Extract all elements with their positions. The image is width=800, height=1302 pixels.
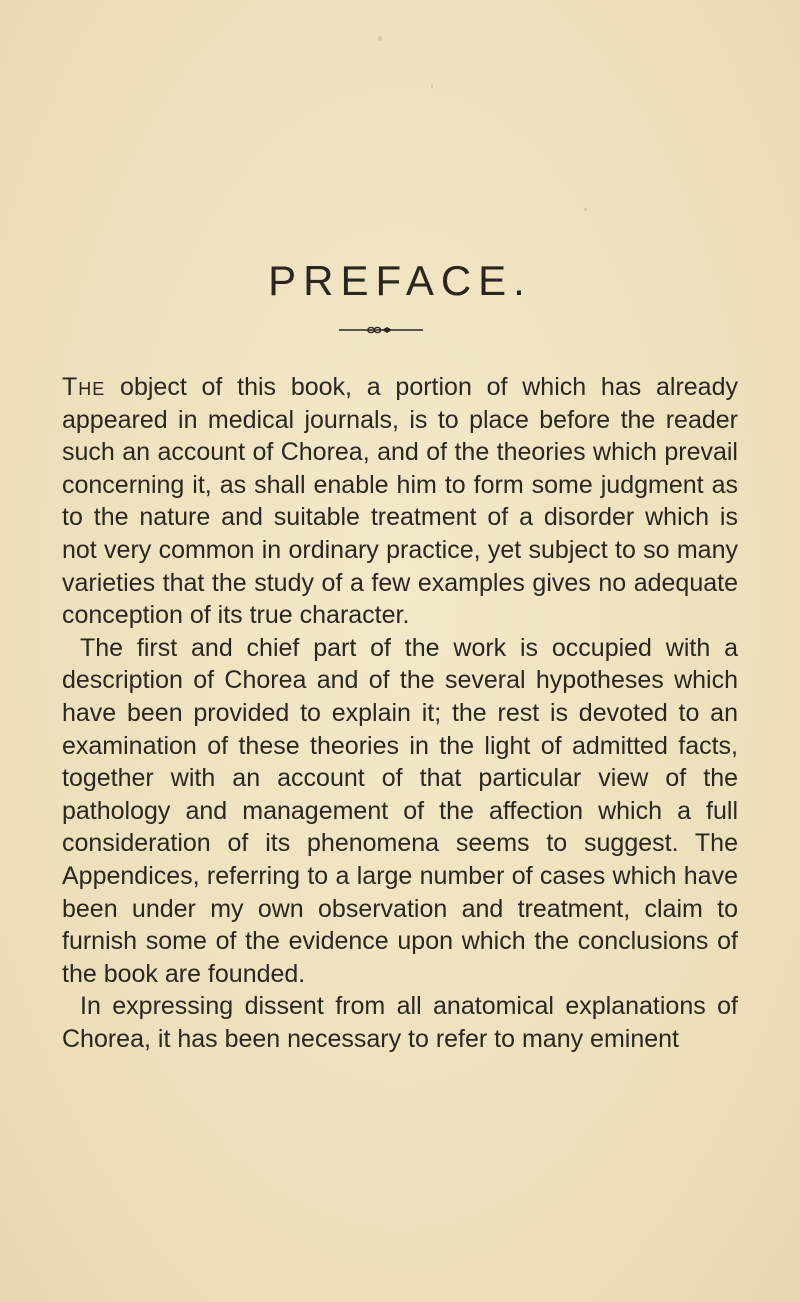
- page-title: PREFACE.: [268, 257, 532, 304]
- paragraph-text: object of this book, a portion of which has already appeared in medical journals, is to place before the reader such an account of Chorea, and of the theories which prevail concerning it, as shall enable him to form some judgment as to the nature and suitable treatment of a disorder which is not very common in ordinary practice, yet subject to so many varieties that the study of a few examples gives no adequate conception of its true character.: [62, 373, 738, 630]
- paragraph-lead-word: The: [62, 373, 106, 401]
- paragraph-1: [62, 371, 738, 632]
- paragraph-2: [62, 632, 738, 991]
- preface-body: [62, 371, 738, 1055]
- paragraph-text: In expressing dissent from all anatomical explanations of Chorea, it has been necessary to refer to many eminent: [62, 992, 738, 1053]
- paper-speck: [584, 208, 587, 211]
- paragraph-text: The first and chief part of the work is occupied with a description of Chorea and of the several hypotheses which have been provided to explain it; the rest is devoted to an examination of these theories in the light of admitted facts, together with an account of that particular view of the pathology and management of the affection which a full consideration of its phenomena seems to suggest. The Appendices, referring to a large number of cases which have been under my own observation and treatment, claim to furnish some of the evidence upon which the conclusions of the book are founded.: [62, 633, 738, 988]
- paragraph-3: [62, 990, 738, 1055]
- paper-speck: [378, 36, 382, 41]
- ornament-divider-icon: [339, 325, 423, 335]
- paper-speck: [431, 84, 433, 88]
